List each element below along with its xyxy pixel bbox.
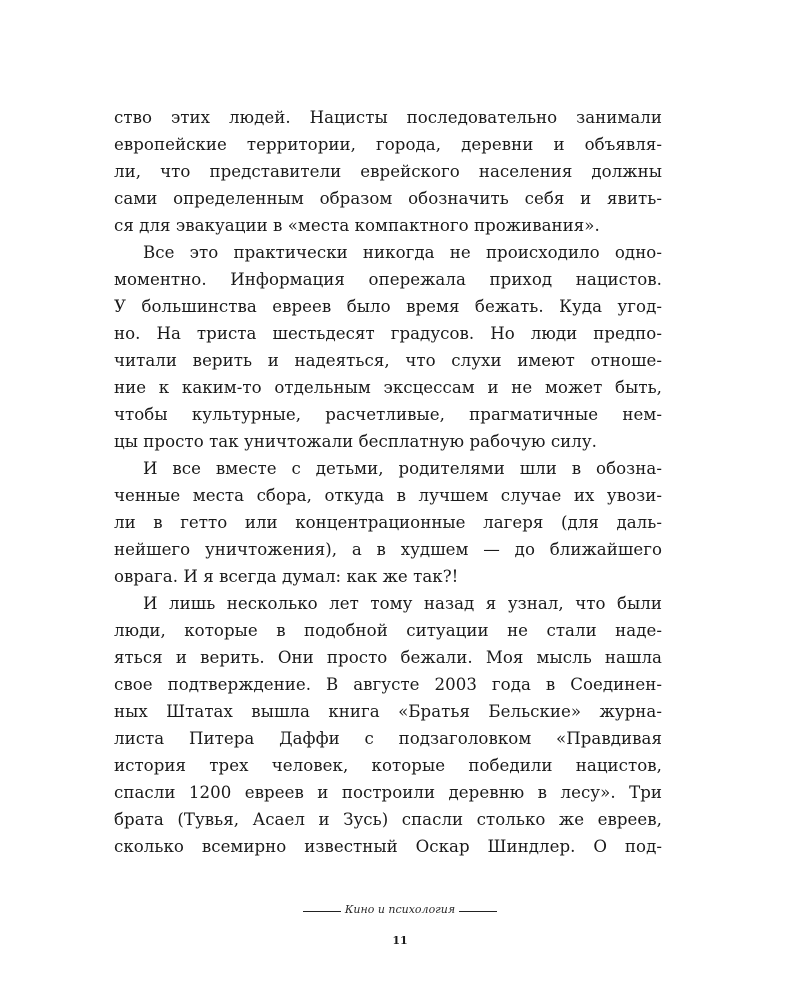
text-line: свое подтверждение. В августе 2003 года в Соединен- xyxy=(114,675,662,694)
text-line: листа Питера Даффи с подзаголовком «Правдивая xyxy=(114,729,662,748)
paragraph-4 xyxy=(114,590,662,860)
text-line: сами определенным образом обозначить себя и явить- xyxy=(114,189,662,208)
text-line: чтобы культурные, расчетливые, прагматичные нем- xyxy=(114,405,662,424)
text-line: ли, что представители еврейского населения должны xyxy=(114,162,662,181)
text-line: моментно. Информация опережала приход нацистов. xyxy=(114,270,662,289)
text-line: И все вместе с детьми, родителями шли в обозна- xyxy=(143,459,662,478)
text-line: У большинства евреев было время бежать. Куда угод- xyxy=(114,297,662,316)
text-line: ных Штатах вышла книга «Братья Бельские» журна- xyxy=(114,702,662,721)
text-line: брата (Тувья, Асаел и Зусь) спасли столько же евреев, xyxy=(114,810,662,829)
text-line: люди, которые в подобной ситуации не стали наде- xyxy=(114,621,662,640)
paragraph-2 xyxy=(114,239,662,455)
text-line: но. На триста шестьдесят градусов. Но люди предпо- xyxy=(114,324,662,343)
paragraph-3 xyxy=(114,455,662,590)
text-line: читали верить и надеяться, что слухи имеют отноше- xyxy=(114,351,662,370)
text-line: ли в гетто или концентрационные лагеря (для даль- xyxy=(114,513,662,532)
paragraph-1 xyxy=(114,104,662,239)
running-footer xyxy=(0,903,800,916)
text-line: ченные места сбора, откуда в лучшем случае их увози- xyxy=(114,486,662,505)
text-line: оврага. И я всегда думал: как же так?! xyxy=(114,567,459,586)
text-line: цы просто так уничтожали бесплатную рабочую силу. xyxy=(114,432,597,451)
text-line: европейские территории, города, деревни и объявля- xyxy=(114,135,662,154)
text-line: яться и верить. Они просто бежали. Моя мысль нашла xyxy=(114,648,662,667)
page-number: 11 xyxy=(392,934,408,947)
text-line: история трех человек, которые победили нацистов, xyxy=(114,756,662,775)
text-line: спасли 1200 евреев и построили деревню в лесу». Три xyxy=(114,783,662,802)
page-body xyxy=(114,104,662,860)
text-line: Все это практически никогда не происходило одно- xyxy=(143,243,662,262)
text-line: ство этих людей. Нацисты последовательно занимали xyxy=(114,108,662,127)
footer-rule-right xyxy=(459,911,497,912)
text-line: ние к каким-то отдельным эксцессам и не может быть, xyxy=(114,378,662,397)
text-line: И лишь несколько лет тому назад я узнал, что были xyxy=(143,594,662,613)
text-line: сколько всемирно известный Оскар Шиндлер. О под- xyxy=(114,837,662,856)
text-line: ся для эвакуации в «места компактного проживания». xyxy=(114,216,600,235)
running-title: Кино и психология xyxy=(344,903,456,916)
text-line: нейшего уничтожения), а в худшем — до ближайшего xyxy=(114,540,662,559)
footer-rule-left xyxy=(303,911,341,912)
